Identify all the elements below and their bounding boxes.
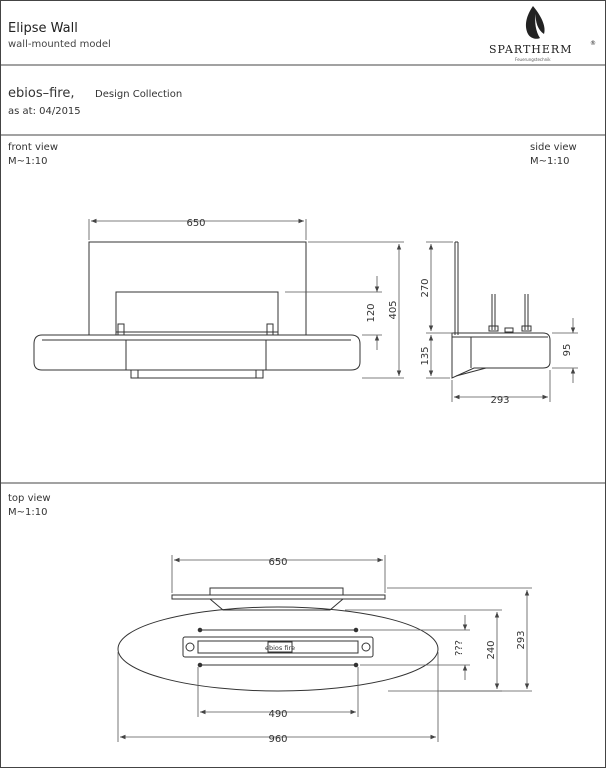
top-view-dimensions [118, 555, 532, 742]
dim-side-lower-height: 135 [420, 346, 431, 366]
frame [0, 1, 606, 768]
collection-date: as at: 04/2015 [8, 106, 81, 117]
front-view-scale: M~1:10 [8, 156, 48, 167]
front-view-dimensions [89, 219, 404, 378]
dim-side-depth: 293 [490, 395, 510, 406]
dim-top-unknown: ??? [454, 640, 465, 656]
burner-label: ebios fire [265, 644, 295, 652]
dim-top-depth-total: 293 [516, 630, 527, 650]
dim-front-width: 650 [186, 218, 206, 229]
side-view-drawing [452, 242, 550, 378]
dim-front-total-height: 405 [388, 300, 399, 320]
front-view-drawing [34, 242, 360, 378]
front-view-label: front view [8, 142, 58, 153]
dim-top-depth-inner: 240 [486, 640, 497, 660]
dim-front-screen-height: 120 [366, 303, 377, 323]
collection-name: ebios–fire, [8, 86, 75, 101]
brand-tagline: Feuerungstechnik [515, 57, 551, 62]
dim-side-upper-height: 270 [420, 278, 431, 298]
dim-side-body-height: 95 [562, 343, 573, 357]
product-title: Elipse Wall [8, 21, 78, 36]
spartherm-flame-icon [526, 6, 545, 39]
side-view-scale: M~1:10 [530, 156, 570, 167]
brand-name: SPARTHERM [489, 43, 573, 56]
top-view-drawing [118, 588, 438, 691]
dim-top-burner-width: 490 [268, 709, 288, 720]
brand-registered-mark: ® [590, 40, 596, 47]
collection-suffix: Design Collection [95, 89, 183, 100]
dim-top-glass-width: 650 [268, 557, 288, 568]
top-view-scale: M~1:10 [8, 507, 48, 518]
side-view-label: side view [530, 142, 577, 153]
dim-top-total-width: 960 [268, 734, 288, 745]
side-view-dimensions [426, 242, 578, 402]
top-view-label: top view [8, 493, 51, 504]
product-subtitle: wall-mounted model [8, 39, 111, 50]
